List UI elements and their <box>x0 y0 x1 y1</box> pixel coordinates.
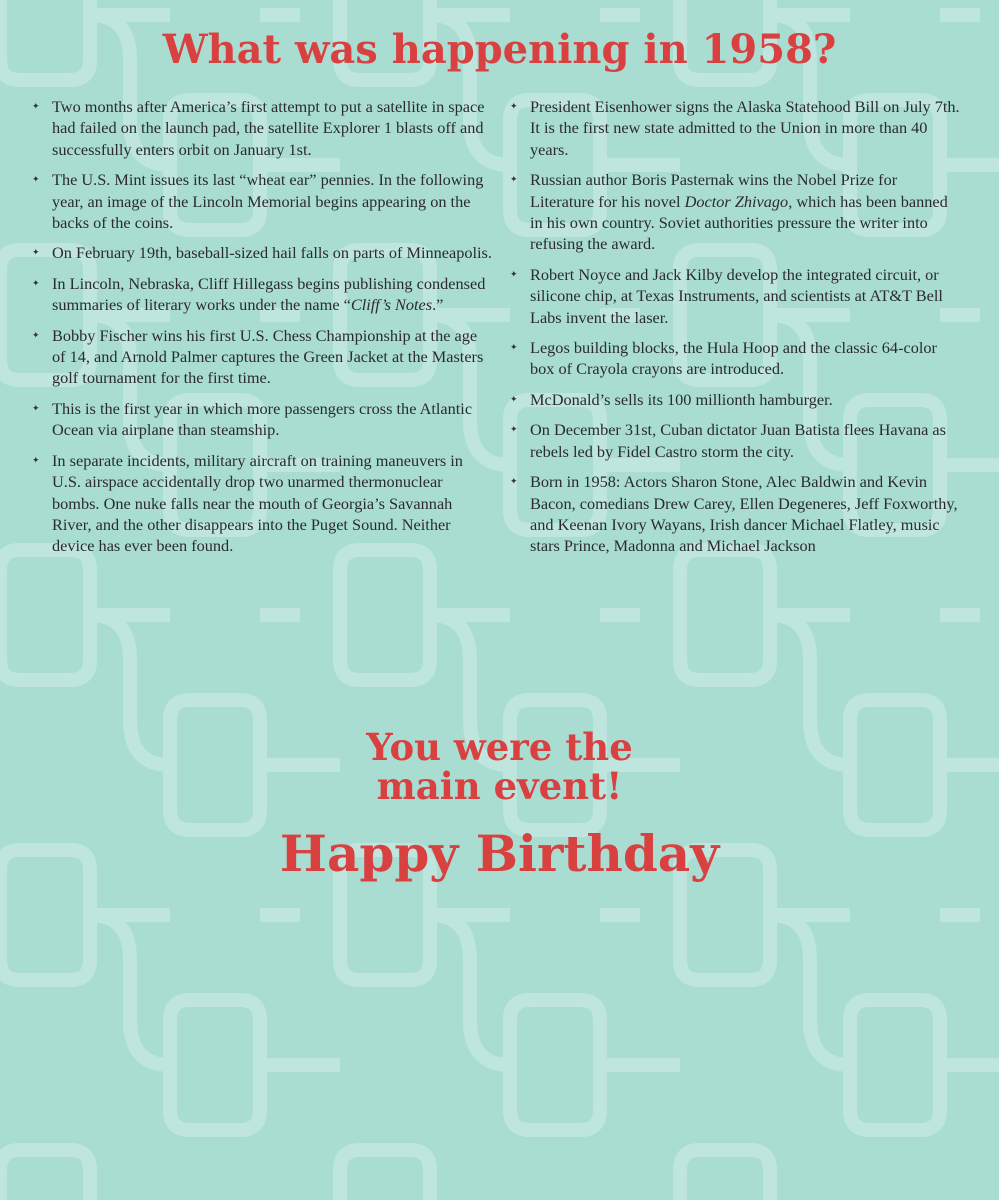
list-item <box>508 471 964 557</box>
list-item <box>508 169 964 255</box>
fact-italic-title: Doctor Zhivago <box>684 191 789 211</box>
list-item <box>30 169 492 233</box>
star-bullet-icon: ✦ <box>510 393 518 404</box>
star-bullet-icon: ✦ <box>510 424 518 435</box>
fact-text: On February 19th, baseball-sized hail falls on parts of Minneapolis. <box>52 243 492 263</box>
fact-text: Two months after America’s first attempt to put a satellite in space had failed on the launch pad, the satellite Explorer 1 blasts off and successfully enters orbit on January 1st. <box>52 97 485 159</box>
fact-text: Bobby Fischer wins his first U.S. Chess Championship at the age of 14, and Arnold Palmer captures the Green Jacket at the Masters golf tournament for the first time. <box>52 325 484 388</box>
fact-text: Born in 1958: Actors Sharon Stone, Alec Baldwin and Kevin Bacon, comedians Drew Carey, Ellen Degeneres, Jeff Foxworthy, and Keenan Ivory Wayans, Irish dancer Michael Flatley, music stars Prince, Madonna and Michael Jackson <box>530 472 958 556</box>
list-item <box>508 389 964 410</box>
fact-text: .” <box>432 295 444 315</box>
fact-italic-title: Cliff’s Notes <box>350 295 433 315</box>
list-item <box>30 242 492 263</box>
page-title: What was happening in 1958? <box>162 26 837 73</box>
fact-text: In Lincoln, Nebraska, Cliff Hillegass begins publishing condensed summaries of literary works under the name “ <box>52 273 486 315</box>
birthday-message <box>0 725 999 884</box>
list-item <box>30 398 492 441</box>
star-bullet-icon: ✦ <box>32 454 40 465</box>
star-bullet-icon: ✦ <box>510 174 518 185</box>
star-bullet-icon: ✦ <box>510 268 518 279</box>
star-bullet-icon: ✦ <box>32 101 40 111</box>
fact-text: , which has been banned in his own country. Soviet authorities pressure the writer into refusing the award. <box>530 191 948 254</box>
happy-birthday-heading: Happy Birthday <box>279 824 720 883</box>
list-item <box>508 264 964 328</box>
closing-line-1: You were the <box>366 725 633 769</box>
list-item <box>508 337 964 380</box>
star-bullet-icon: ✦ <box>32 174 40 185</box>
star-bullet-icon: ✦ <box>510 476 518 487</box>
list-item <box>30 96 492 160</box>
list-item <box>30 450 492 557</box>
star-bullet-icon: ✦ <box>510 101 518 111</box>
star-bullet-icon: ✦ <box>32 402 40 413</box>
list-item <box>30 325 492 389</box>
star-bullet-icon: ✦ <box>32 329 40 340</box>
list-item <box>508 419 964 462</box>
facts-list-left <box>30 96 492 566</box>
fact-text: McDonald’s sells its 100 millionth hamburger. <box>530 389 833 409</box>
star-bullet-icon: ✦ <box>32 277 40 288</box>
fact-text: Russian author Boris Pasternak wins the Nobel Prize for Literature for his novel <box>530 170 898 211</box>
fact-text: This is the first year in which more passengers cross the Atlantic Ocean via airplane than steamship. <box>52 398 473 440</box>
facts-list-right <box>508 96 964 566</box>
fact-text: On December 31st, Cuban dictator Juan Batista flees Havana as rebels led by Fidel Castro storm the city. <box>530 420 946 461</box>
fact-text: President Eisenhower signs the Alaska Statehood Bill on July 7th. It is the first new state admitted to the Union in more than 40 years. <box>530 97 960 159</box>
list-item <box>30 273 492 316</box>
closing-line-2: main event! <box>376 764 623 808</box>
fact-text: Robert Noyce and Jack Kilby develop the integrated circuit, or silicone chip, at Texas Instruments, and scientists at AT&T Bell Labs invent the laser. <box>530 264 943 327</box>
fact-text: The U.S. Mint issues its last “wheat ear” pennies. In the following year, an image of the Lincoln Memorial begins appearing on the backs of the coins. <box>52 170 484 233</box>
fact-text: Legos building blocks, the Hula Hoop and the classic 64-color box of Crayola crayons are introduced. <box>530 338 937 379</box>
list-item <box>508 96 964 160</box>
star-bullet-icon: ✦ <box>32 247 40 258</box>
star-bullet-icon: ✦ <box>510 342 518 353</box>
fact-text: In separate incidents, military aircraft on training maneuvers in U.S. airspace accidentally drop two unarmed thermonuclear bombs. One nuke falls near the mouth of Georgia’s Savannah River, and the other disappears into the Puget Sound. Neither device has ever been found. <box>52 450 463 556</box>
